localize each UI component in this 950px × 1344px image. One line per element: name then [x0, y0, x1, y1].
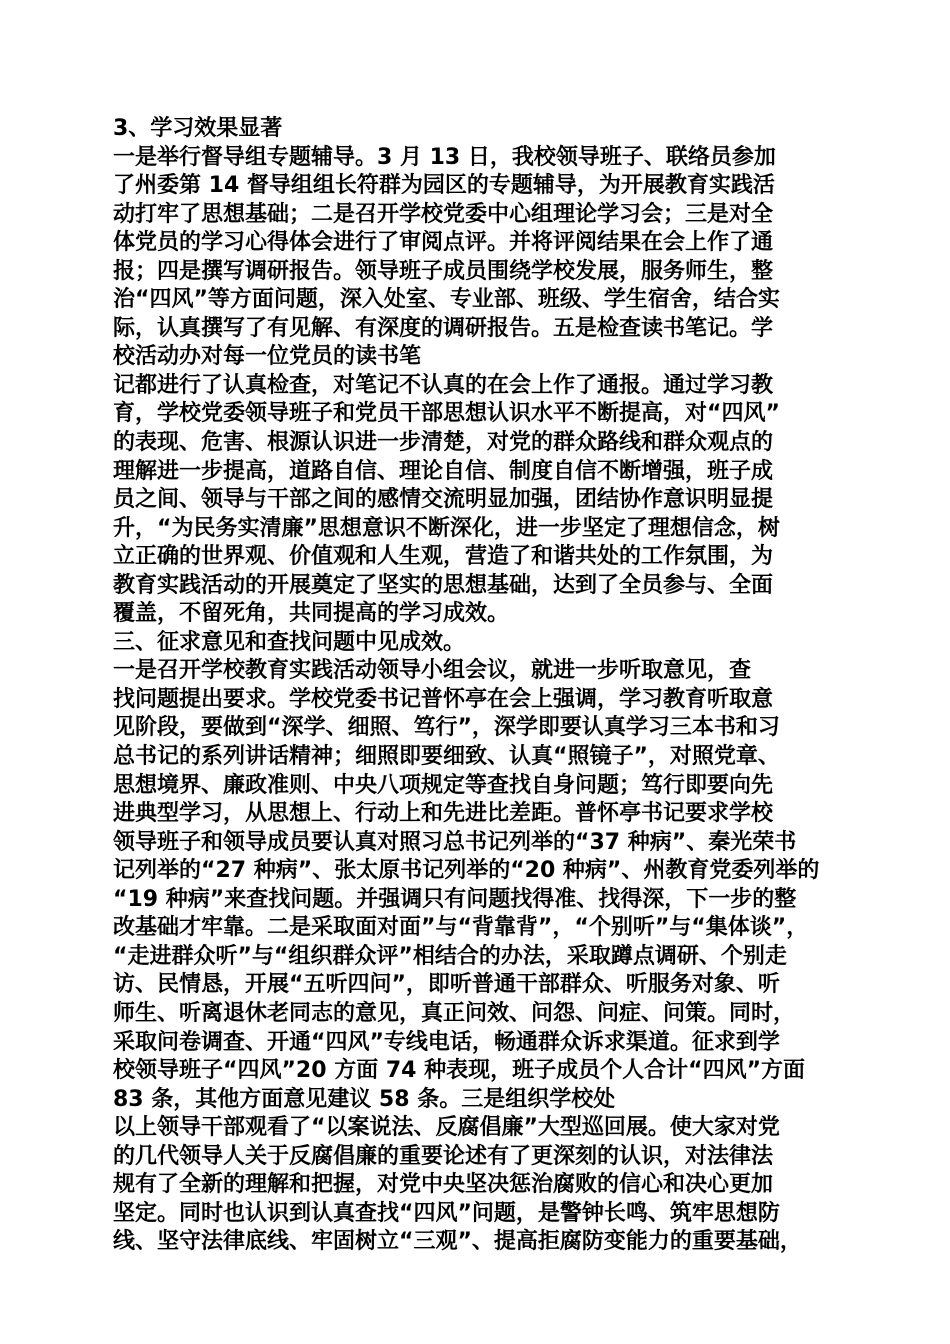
text-line: 改基础才牢靠。二是采取面对面”与“背靠背”，“个别听”与“集体谈”，	[113, 915, 809, 941]
text-line: 以上领导干部观看了“以案说法、反腐倡廉”大型巡回展。使大家对党	[113, 1115, 780, 1141]
text-line: 覆盖，不留死角，共同提高的学习成效。	[113, 601, 510, 627]
text-line: 思想境界、廉政准则、中央八项规定等查找自身问题；笃行即要向先	[113, 772, 774, 798]
text-line: 的几代领导人关于反腐倡廉的重要论述有了更深刻的认识，对法律法	[113, 1143, 774, 1169]
text-line: 际，认真撰写了有见解、有深度的调研报告。五是检查读书笔记。学	[113, 315, 774, 341]
text-line: 见阶段，要做到“深学、细照、笃行”，深学即要认真学习三本书和习	[113, 715, 780, 741]
text-line: 进典型学习，从思想上、行动上和先进比差距。普怀亭书记要求学校	[113, 801, 774, 827]
text-line: 记列举的“27 种病”、张太原书记列举的“20 种病”、州教育党委列举的	[113, 858, 820, 884]
text-line: 规有了全新的理解和把握，对党中央坚决惩治腐败的信心和决心更加	[113, 1172, 774, 1198]
text-line: 的表现、危害、根源认识进一步清楚，对党的群众路线和群众观点的	[113, 430, 774, 456]
text-line: 教育实践活动的开展奠定了坚实的思想基础，达到了全员参与、全面	[113, 572, 774, 598]
text-line: 校领导班子“四风”20 方面 74 种表现，班子成员个人合计“四风”方面	[113, 1058, 806, 1084]
text-line: 动打牢了思想基础；二是召开学校党委中心组理论学习会；三是对全	[113, 201, 774, 227]
text-line: 总书记的系列讲话精神；细照即要细致、认真“照镜子”，对照党章、	[113, 744, 780, 770]
text-line: “19 种病”来查找问题。并强调只有问题找得准、找得深，下一步的整	[113, 886, 797, 912]
text-line: 采取问卷调查、开通“四风”专线电话，畅通群众诉求渠道。征求到学	[113, 1029, 780, 1055]
text-line: 访、民情恳，开展“五听四问”，即听普通干部群众、听服务对象、听	[113, 972, 780, 998]
text-line: 体党员的学习心得体会进行了审阅点评。并将评阅结果在会上作了通	[113, 230, 774, 256]
text-line: 记都进行了认真检查，对笔记不认真的在会上作了通报。通过学习教	[113, 372, 774, 398]
text-line: 师生、听离退休老同志的意见，真正问效、问怨、问症、问策。同时，	[113, 1000, 796, 1026]
text-line: 治“四风”等方面问题，深入处室、专业部、班级、学生宿舍，结合实	[113, 287, 780, 313]
document-body-text	[113, 115, 843, 1257]
text-line: 坚定。同时也认识到认真查找“四风”问题，是警钟长鸣、筑牢思想防	[113, 1200, 780, 1226]
text-line: 一是召开学校教育实践活动领导小组会议，就进一步听取意见，查	[113, 658, 752, 684]
text-line: 升，“为民务实清廉”思想意识不断深化，进一步坚定了理想信念，树	[113, 515, 780, 541]
text-line: 三、征求意见和查找问题中见成效。	[113, 629, 466, 655]
text-line: 找问题提出要求。学校党委书记普怀亭在会上强调，学习教育听取意	[113, 686, 774, 712]
text-line: 了州委第 14 督导组组长符群为园区的专题辅导，为开展教育实践活	[113, 173, 775, 199]
text-line: 3、学习效果显著	[113, 116, 283, 141]
text-line: 线、坚守法律底线、牢固树立“三观”、提高拒腐防变能力的重要基础，	[113, 1229, 802, 1255]
text-line: 立正确的世界观、价值观和人生观，营造了和谐共处的工作氛围，为	[113, 544, 774, 570]
text-line: 报；四是撰写调研报告。领导班子成员围绕学校发展，服务师生，整	[113, 258, 774, 284]
text-line: “走进群众听”与“组织群众评”相结合的办法，采取蹲点调研、个别走	[113, 943, 787, 969]
text-line: 83 条，其他方面意见建议 58 条。三是组织学校处	[113, 1086, 616, 1112]
text-line: 领导班子和领导成员要认真对照习总书记列举的“37 种病”、秦光荣书	[113, 829, 797, 855]
text-line: 校活动办对每一位党员的读书笔	[113, 344, 422, 370]
text-line: 员之间、领导与干部之间的感情交流明显加强，团结协作意识明显提	[113, 487, 774, 513]
text-line: 育，学校党委领导班子和党员干部思想认识水平不断提高，对“四风”	[113, 401, 780, 427]
text-line: 一是举行督导组专题辅导。3 月 13 日，我校领导班子、联络员参加	[113, 144, 776, 170]
text-line: 理解进一步提高，道路自信、理论自信、制度自信不断增强，班子成	[113, 458, 774, 484]
